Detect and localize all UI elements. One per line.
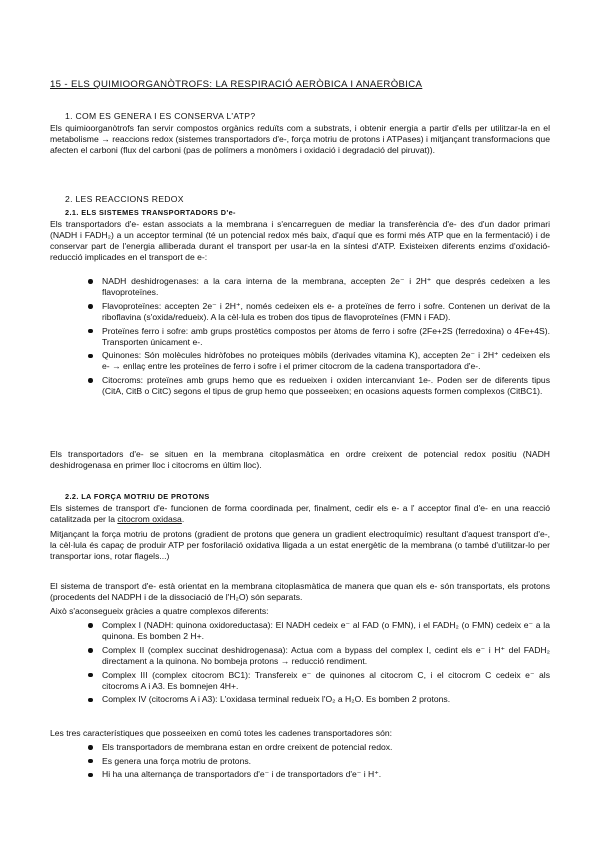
list-item: Proteïnes ferro i sofre: amb grups prostètics compostos per àtoms de ferro i sofre (2Fe+2S (ferredoxina) o 4Fe+4S). Transporten únicament e-. [50,326,550,348]
complex-list [50,620,550,708]
list-item: Flavoproteïnes: accepten 2e⁻ i 2H⁺, només cedeixen els e- a proteïnes de ferro i sofre. Contenen un derivat de la riboflavina (s'oxida/redueix). A la cèl·lula es troben dos tipus de flavoproteïnes (FMN i FAD). [50,301,550,323]
list-item: Hi ha una alternança de transportadors d'e⁻ i de transportadors d'e⁻ i H⁺. [50,769,550,780]
section-2-heading: 2. LES REACCIONS REDOX [65,194,184,204]
citocrom-oxidasa-link: citocrom oxidasa [117,514,182,525]
list-item: Complex II (complex succinat deshidrogenasa): Actua com a bypass del complex I, cedint els e⁻ i H⁺ del FADH₂ directament a la quinona. No bombeja protons → reducció rendiment. [50,645,550,667]
section-1-paragraph: Els quimioorganòtrofs fan servir compostos orgànics reduïts com a substrats, i obtenir energia a partir d'ells per utilitzar-la en el metabolisme → reaccions redox (sistemes transportadors d'e-, força motriu de protons i ATPases) i mitjançant transformacions que afecten el carboni (flux del carboni (pas de polímers a monòmers i oxidació i degradació del piruvat)). [50,123,550,156]
list-item: Complex I (NADH: quinona oxidoreductasa): El NADH cedeix e⁻ al FAD (o FMN), i el FADH₂ (o FMN) cedeix e⁻ a la quinona. Es bomben 2 H+. [50,620,550,642]
list-item: Complex IV (citocroms A i A3): L'oxidasa terminal redueix l'O₂ a H₂O. Es bomben 2 protons. [50,694,550,705]
list-item: Es genera una força motriu de protons. [50,756,550,767]
section-2-1-intro: Els transportadors d'e- estan associats a la membrana i s'encarreguen de mediar la transferència d'e- des d'un dador primari (NADH i FADH₂) a un acceptor terminal (té un potencial redox més baix, d'aquí que es formi més ATP que en la fermentació) i de conservar part de l'energia alliberada durant el transport per usar-la en la síntesi d'ATP. Existeixen diferents enzims d'oxidació-reducció implicades en el transport de e-: [50,219,550,263]
list-item: Citocroms: proteïnes amb grups hemo que es redueixen i oxiden intercanviant 1e-. Poden ser de diferents tipus (CitA, CitB o CitC) segons el tipus de grup hemo que posseeixen; en ocasions aquests formen complexos (CitBC1). [50,375,550,397]
section-2-2-paragraph-a [50,503,550,525]
section-2-2-paragraph-b: Mitjançant la força motriu de protons (gradient de protons que genera un gradient electroquímic) resultant d'aquest transport d'e-, la cèl·lula és capaç de produir ATP per fosforilació oxidativa lligada a un estat energètic de la membrana (o també d'utilitzar-lo per transportar ions, rotar flagels...) [50,529,550,562]
enzyme-list [50,276,550,400]
paragraph-end: . [181,514,185,525]
page-title: 15 - ELS QUIMIOORGANÒTROFS: LA RESPIRACIÓ AERÒBICA I ANAERÒBICA [50,79,423,90]
list-item: Els transportadors de membrana estan en ordre creixent de potencial redox. [50,742,550,753]
section-2-2-paragraph-d: Això s'aconsegueix gràcies a quatre complexos diferents: [50,606,269,616]
section-2-2-paragraph-c: El sistema de transport d'e- està orientat en la membrana citoplasmàtica de manera que quan els e- són transportats, els protons (procedents del NADPH i de la dissociació de l'H₂O) són separats. [50,581,550,603]
subsection-2-1-heading: 2.1. ELS SISTEMES TRANSPORTADORS D'e- [65,208,236,217]
list-item: Complex III (complex citocrom BC1): Transfereix e⁻ de quinones al citocrom C, i el citocrom C cedeix e⁻ als citocroms A i A3. Es bomnejen 4H+. [50,670,550,692]
list-item: Quinones: Són molècules hidròfobes no proteiques mòbils (derivades vitamina K), accepten 2e⁻ i 2H⁺ cedeixen els e- → enllaç entre les proteïnes de ferro i sofre i el primer citocrom de la cadena transportadora d'e-. [50,350,550,372]
paragraph-text: Els sistemes de transport d'e- funcionen de forma coordinada per, finalment, cedir els e- a l' acceptor final d'e- en una reacció catalitzada per la [50,503,550,525]
subsection-2-2-heading: 2.2. LA FORÇA MOTRIU DE PROTONS [65,492,210,501]
list-item: NADH deshidrogenases: a la cara interna de la membrana, accepten 2e⁻ i 2H⁺ que després cedeixen a les flavoproteïnes. [50,276,550,298]
common-features-list [50,742,550,783]
section-1-heading: 1. COM ES GENERA I ES CONSERVA L'ATP? [65,111,256,121]
section-2-1-closing: Els transportadors d'e- se situen en la membrana citoplasmàtica en ordre creixent de potencial redox positiu (NADH deshidrogenasa en primer lloc i citocroms en últim lloc). [50,449,550,471]
common-features-intro: Les tres característiques que posseeixen en comú totes les cadenes transportadores són: [50,728,393,738]
